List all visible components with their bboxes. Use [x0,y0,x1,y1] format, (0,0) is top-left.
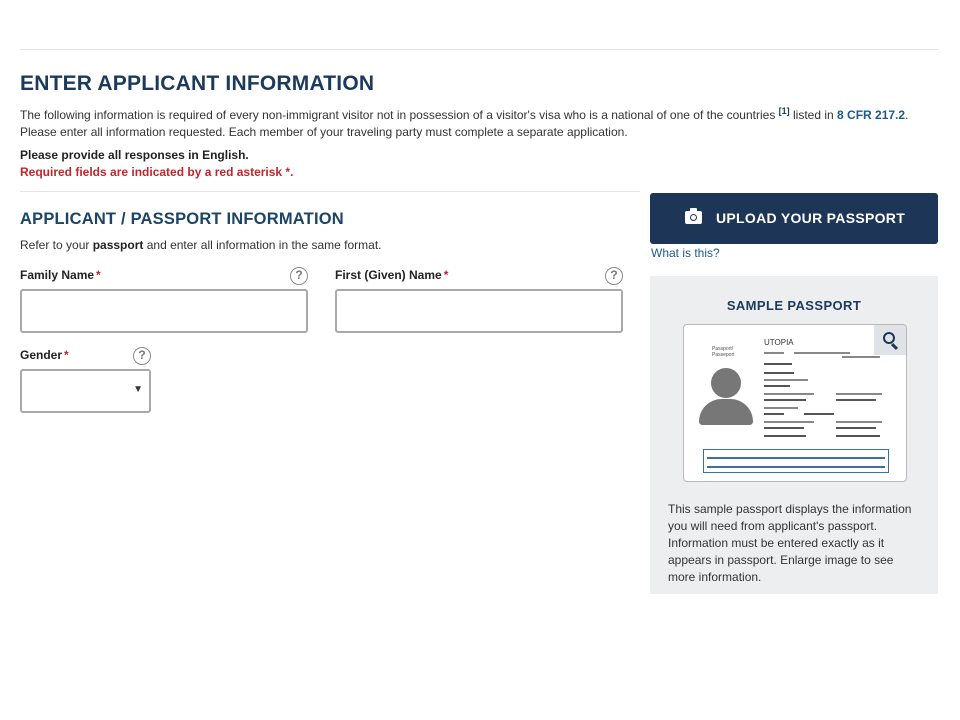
footnote-link[interactable]: [1] [778,106,790,116]
section-title: APPLICANT / PASSPORT INFORMATION [20,210,344,228]
intro-text: The following information is required of every non-immigrant visitor not in possession of a visitor's visa who is a national of one of the countries [1] listed in 8 CFR 217.2. Please enter all information requested. Each member of your traveling party must complete a separate application. [20,106,909,139]
family-name-help-icon[interactable]: ? [290,267,308,285]
upload-passport-label: UPLOAD YOUR PASSPORT [716,210,906,226]
passport-word: Passport/ Passeport [712,346,735,358]
gender-help-icon[interactable]: ? [133,347,151,365]
cfr-link[interactable]: 8 CFR 217.2 [837,108,906,122]
page-title: ENTER APPLICANT INFORMATION [20,72,375,95]
passport-photo-icon [711,368,741,398]
enlarge-image-button[interactable] [874,325,906,355]
what-is-this-link[interactable]: What is this? [651,246,720,260]
sample-passport-description: This sample passport displays the information you will need from applicant's passport. Information must be entered exactly as it appears in passport. Enlarge image to see more information. [668,502,912,584]
passport-country: UTOPIA [764,338,794,347]
english-note: Please provide all responses in English. [20,148,249,162]
first-name-help-icon[interactable]: ? [605,267,623,285]
first-name-label: First (Given) Name * [335,268,449,282]
required-fields-note: Required fields are indicated by a red asterisk *. [20,165,294,179]
camera-icon [685,211,702,224]
family-name-label: Family Name * [20,268,101,282]
section-divider [20,191,640,192]
sample-passport-panel [650,276,938,594]
section-instructions: Refer to your passport and enter all information in the same format. [20,238,382,252]
gender-select[interactable] [20,369,151,413]
caret-down-icon: ▼ [133,384,143,395]
sample-passport-image[interactable] [683,324,907,482]
sample-passport-title: SAMPLE PASSPORT [726,298,862,313]
passport-mrz [703,449,889,473]
gender-label: Gender * [20,348,69,362]
top-divider [20,49,938,50]
family-name-input[interactable] [20,289,308,333]
first-name-input[interactable] [335,289,623,333]
upload-passport-button[interactable] [650,193,938,244]
